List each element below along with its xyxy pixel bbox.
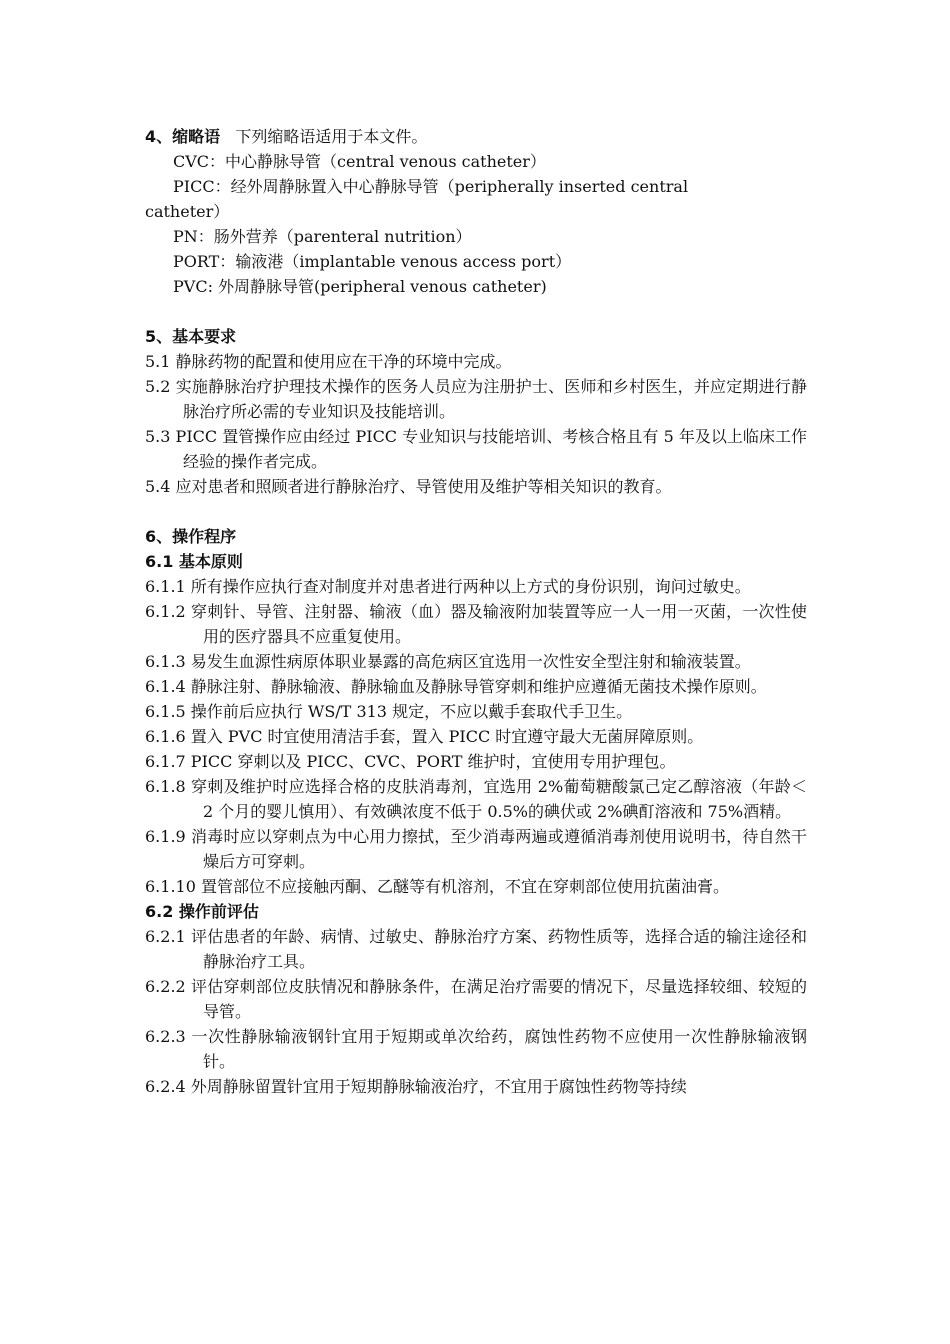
section-5-heading: 5、基本要求 xyxy=(145,327,237,346)
requirement-5-3: 5.3 PICC 置管操作应由经过 PICC 专业知识与技能培训、考核合格且有 5 年及以上临床工作经验的操作者完成。 xyxy=(145,427,807,471)
abbrev-pvc: PVC: 外周静脉导管(peripheral venous catheter) xyxy=(173,277,547,296)
spacer xyxy=(145,499,807,524)
section-6-1-heading: 6.1 基本原则 xyxy=(145,552,243,571)
requirement-5-4: 5.4 应对患者和照顾者进行静脉治疗、导管使用及维护等相关知识的教育。 xyxy=(145,477,672,496)
abbrev-cvc: CVC：中心静脉导管（central venous catheter） xyxy=(173,152,546,171)
section-4-intro: 下列缩略语适用于本文件。 xyxy=(235,127,428,146)
assessment-6-2-2: 6.2.2 评估穿刺部位皮肤情况和静脉条件，在满足治疗需要的情况下，尽量选择较细、较短的导管。 xyxy=(145,977,807,1021)
principle-6-1-5: 6.1.5 操作前后应执行 WS/T 313 规定，不应以戴手套取代手卫生。 xyxy=(145,702,633,721)
section-6-2-heading: 6.2 操作前评估 xyxy=(145,902,259,921)
principle-6-1-10: 6.1.10 置管部位不应接触丙酮、乙醚等有机溶剂，不宜在穿刺部位使用抗菌油膏。 xyxy=(145,877,729,896)
principle-6-1-4: 6.1.4 静脉注射、静脉输液、静脉输血及静脉导管穿刺和维护应遵循无菌技术操作原则。 xyxy=(145,677,767,696)
abbrev-picc: PICC：经外周静脉置入中心静脉导管（peripherally inserted central xyxy=(173,177,689,196)
principle-6-1-1: 6.1.1 所有操作应执行查对制度并对患者进行两种以上方式的身份识别，询问过敏史。 xyxy=(145,577,751,596)
principle-6-1-9: 6.1.9 消毒时应以穿刺点为中心用力擦拭，至少消毒两遍或遵循消毒剂使用说明书，待自然干燥后方可穿刺。 xyxy=(145,827,807,871)
principle-6-1-7: 6.1.7 PICC 穿刺以及 PICC、CVC、PORT 维护时，宜使用专用护理包。 xyxy=(145,752,676,771)
principle-6-1-8: 6.1.8 穿刺及维护时应选择合格的皮肤消毒剂，宜选用 2%葡萄糖酸氯己定乙醇溶液（年龄＜2 个月的婴儿慎用）、有效碘浓度不低于 0.5%的碘伏或 2%碘酊溶液和 75%酒精。 xyxy=(145,777,807,821)
principle-6-1-3: 6.1.3 易发生血源性病原体职业暴露的高危病区宜选用一次性安全型注射和输液装置。 xyxy=(145,652,751,671)
document-body xyxy=(145,124,807,1099)
section-6-heading: 6、操作程序 xyxy=(145,527,237,546)
requirement-5-2: 5.2 实施静脉治疗护理技术操作的医务人员应为注册护士、医师和乡村医生，并应定期进行静脉治疗所必需的专业知识及技能培训。 xyxy=(145,377,807,421)
section-4-heading: 4、缩略语 xyxy=(145,127,221,146)
section-4-heading-line xyxy=(145,124,807,149)
abbrev-port: PORT：输液港（implantable venous access port） xyxy=(173,252,572,271)
assessment-6-2-4: 6.2.4 外周静脉留置针宜用于短期静脉输液治疗，不宜用于腐蚀性药物等持续 xyxy=(145,1077,687,1096)
assessment-6-2-3: 6.2.3 一次性静脉输液钢针宜用于短期或单次给药，腐蚀性药物不应使用一次性静脉输液钢针。 xyxy=(145,1027,807,1071)
assessment-6-2-1: 6.2.1 评估患者的年龄、病情、过敏史、静脉治疗方案、药物性质等，选择合适的输注途径和静脉治疗工具。 xyxy=(145,927,807,971)
principle-6-1-6: 6.1.6 置入 PVC 时宜使用清洁手套，置入 PICC 时宜遵守最大无菌屏障原则。 xyxy=(145,727,704,746)
principle-6-1-2: 6.1.2 穿刺针、导管、注射器、输液（血）器及输液附加装置等应一人一用一灭菌，一次性使用的医疗器具不应重复使用。 xyxy=(145,602,807,646)
abbrev-pn: PN：肠外营养（parenteral nutrition） xyxy=(173,227,472,246)
requirement-5-1: 5.1 静脉药物的配置和使用应在干净的环境中完成。 xyxy=(145,352,512,371)
spacer xyxy=(145,299,807,324)
abbrev-picc-continued: catheter） xyxy=(145,202,230,221)
